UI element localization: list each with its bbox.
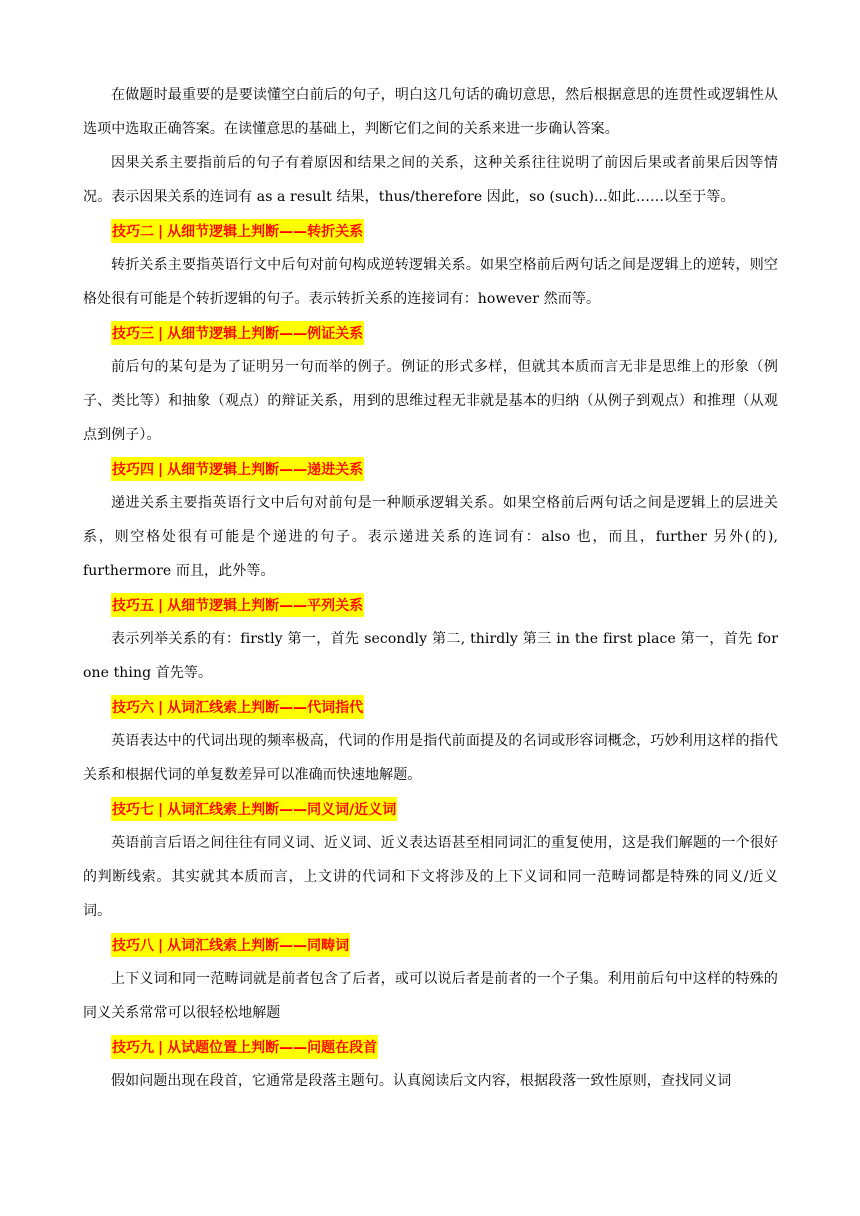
highlighted-heading: 技巧六 | 从词汇线索上判断——代词指代 xyxy=(111,695,364,719)
highlighted-heading: 技巧七 | 从词汇线索上判断——同义词/近义词 xyxy=(111,797,397,821)
section-heading xyxy=(83,928,778,962)
intro-paragraph-1: 在做题时最重要的是要读懂空白前后的句子，明白这几句话的确切意思，然后根据意思的连贯性或逻辑性从选项中选取正确答案。在读懂意思的基础上，判断它们之间的关系来进一步确认答案。 xyxy=(83,87,778,137)
section-body: 转折关系主要指英语行文中后句对前句构成逆转逻辑关系。如果空格前后两句话之间是逻辑上的逆转，则空格处很有可能是个转折逻辑的句子。表示转折关系的连接词有：however 然而等。 xyxy=(83,257,778,307)
section-heading xyxy=(83,792,778,826)
intro-paragraph-2: 因果关系主要指前后的句子有着原因和结果之间的关系，这种关系往往说明了前因后果或者前果后因等情况。表示因果关系的连词有 as a result 结果，thus/therefore 因此，so (such)...如此……以至于等。 xyxy=(83,155,778,205)
highlighted-heading: 技巧三 | 从细节逻辑上判断——例证关系 xyxy=(111,321,364,345)
highlighted-heading: 技巧八 | 从词汇线索上判断——同畴词 xyxy=(111,933,350,957)
section-body: 假如问题出现在段首，它通常是段落主题句。认真阅读后文内容，根据段落一致性原则，查找同义词 xyxy=(111,1073,732,1089)
highlighted-heading: 技巧五 | 从细节逻辑上判断——平列关系 xyxy=(111,593,364,617)
highlighted-heading: 技巧四 | 从细节逻辑上判断——递进关系 xyxy=(111,457,364,481)
section-body: 递进关系主要指英语行文中后句对前句是一种顺承逻辑关系。如果空格前后两句话之间是逻辑上的层进关系，则空格处很有可能是个递进的句子。表示递进关系的连词有：also 也，而且，further 另外(的), furthermore 而且，此外等。 xyxy=(83,495,778,579)
section-body: 前后句的某句是为了证明另一句而举的例子。例证的形式多样，但就其本质而言无非是思维上的形象（例子、类比等）和抽象（观点）的辩证关系，用到的思维过程无非就是基本的归纳（从例子到观点）和推理（从观点到例子）。 xyxy=(83,359,778,443)
section-body: 表示列举关系的有：firstly 第一，首先 secondly 第二, thirdly 第三 in the first place 第一，首先 for one thing 首先等。 xyxy=(83,631,778,681)
section-heading xyxy=(83,452,778,486)
section-heading xyxy=(83,214,778,248)
document-page xyxy=(83,78,778,1098)
section-heading xyxy=(83,316,778,350)
highlighted-heading: 技巧九 | 从试题位置上判断——问题在段首 xyxy=(111,1035,378,1059)
section-heading xyxy=(83,690,778,724)
section-body: 英语表达中的代词出现的频率极高，代词的作用是指代前面提及的名词或形容词概念，巧妙利用这样的指代关系和根据代词的单复数差异可以准确而快速地解题。 xyxy=(83,733,778,783)
highlighted-heading: 技巧二 | 从细节逻辑上判断——转折关系 xyxy=(111,219,364,243)
section-body: 英语前言后语之间往往有同义词、近义词、近义表达语甚至相同词汇的重复使用，这是我们解题的一个很好的判断线索。其实就其本质而言，上文讲的代词和下文将涉及的上下义词和同一范畴词都是特殊的同义/近义词。 xyxy=(83,835,778,919)
section-body: 上下义词和同一范畴词就是前者包含了后者，或可以说后者是前者的一个子集。利用前后句中这样的特殊的同义关系常常可以很轻松地解题 xyxy=(83,971,778,1021)
section-heading xyxy=(83,588,778,622)
section-heading xyxy=(83,1030,778,1064)
